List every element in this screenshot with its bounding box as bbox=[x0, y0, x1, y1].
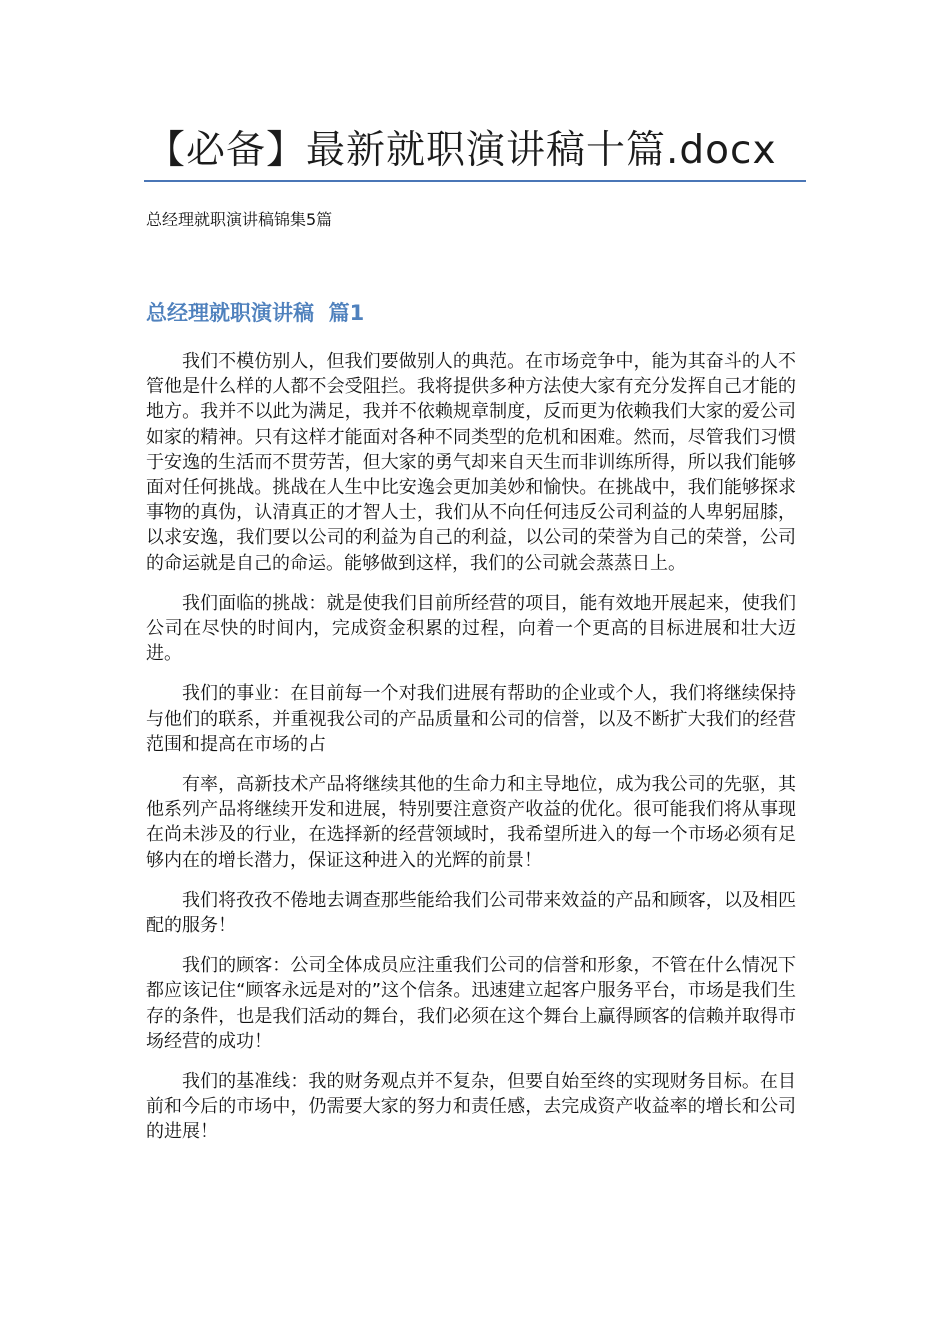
paragraph-3: 我们的事业：在目前每一个对我们进展有帮助的企业或个人，我们将继续保持与他们的联系，并重视我公司的产品质量和公司的信誉，以及不断扩大我们的经营范围和提高在市场的占 bbox=[146, 683, 796, 755]
title-underline-rule bbox=[144, 180, 806, 182]
section-heading: 总经理就职演讲稿 篇1 bbox=[146, 301, 365, 325]
paragraph-4: 有率，高新技术产品将继续其他的生命力和主导地位，成为我公司的先驱，其他系列产品将继续开发和进展，特别要注意资产收益的优化。很可能我们将从事现在尚未涉及的行业，在选择新的经营领域时，我希望所进入的每一个市场必须有足够内在的增长潜力，保证这种进入的光辉的前景！ bbox=[146, 774, 796, 871]
paragraph-7: 我们的基准线：我的财务观点并不复杂，但要自始至终的实现财务目标。在目前和今后的市场中，仍需要大家的努力和责任感，去完成资产收益率的增长和公司的进展！ bbox=[146, 1071, 796, 1143]
document-title: 【必备】最新就职演讲稿十篇.docx bbox=[146, 128, 777, 173]
body-text bbox=[146, 349, 796, 1160]
paragraph-6: 我们的顾客：公司全体成员应注重我们公司的信誉和形象，不管在什么情况下都应该记住“顾客永远是对的”这个信条。迅速建立起客户服务平台，市场是我们生存的条件，也是我们活动的舞台，我们必须在这个舞台上赢得顾客的信赖并取得市场经营的成功！ bbox=[146, 955, 796, 1052]
paragraph-1: 我们不模仿别人，但我们要做别人的典范。在市场竞争中，能为其奋斗的人不管他是什么样的人都不会受阻拦。我将提供多种方法使大家有充分发挥自己才能的地方。我并不以此为满足，我并不依赖规章制度，反而更为依赖我们大家的爱公司如家的精神。只有这样才能面对各种不同类型的危机和困难。然而，尽管我们习惯于安逸的生活而不贯劳苦，但大家的勇气却来自天生而非训练所得，所以我们能够面对任何挑战。挑战在人生中比安逸会更加美妙和愉快。在挑战中，我们能够探求事物的真伪，认清真正的才智人士，我们从不向任何违反公司利益的人卑躬屈膝，以求安逸，我们要以公司的利益为自己的利益，以公司的荣誉为自己的荣誉，公司的命运就是自己的命运。能够做到这样，我们的公司就会蒸蒸日上。 bbox=[146, 351, 796, 574]
paragraph-2: 我们面临的挑战：就是使我们目前所经营的项目，能有效地开展起来，使我们公司在尽快的时间内，完成资金积累的过程，向着一个更高的目标进展和壮大迈进。 bbox=[146, 592, 796, 665]
paragraph-5: 我们将孜孜不倦地去调查那些能给我们公司带来效益的产品和顾客，以及相匹配的服务！ bbox=[146, 889, 796, 937]
document-subtitle: 总经理就职演讲稿锦集5篇 bbox=[146, 210, 333, 229]
